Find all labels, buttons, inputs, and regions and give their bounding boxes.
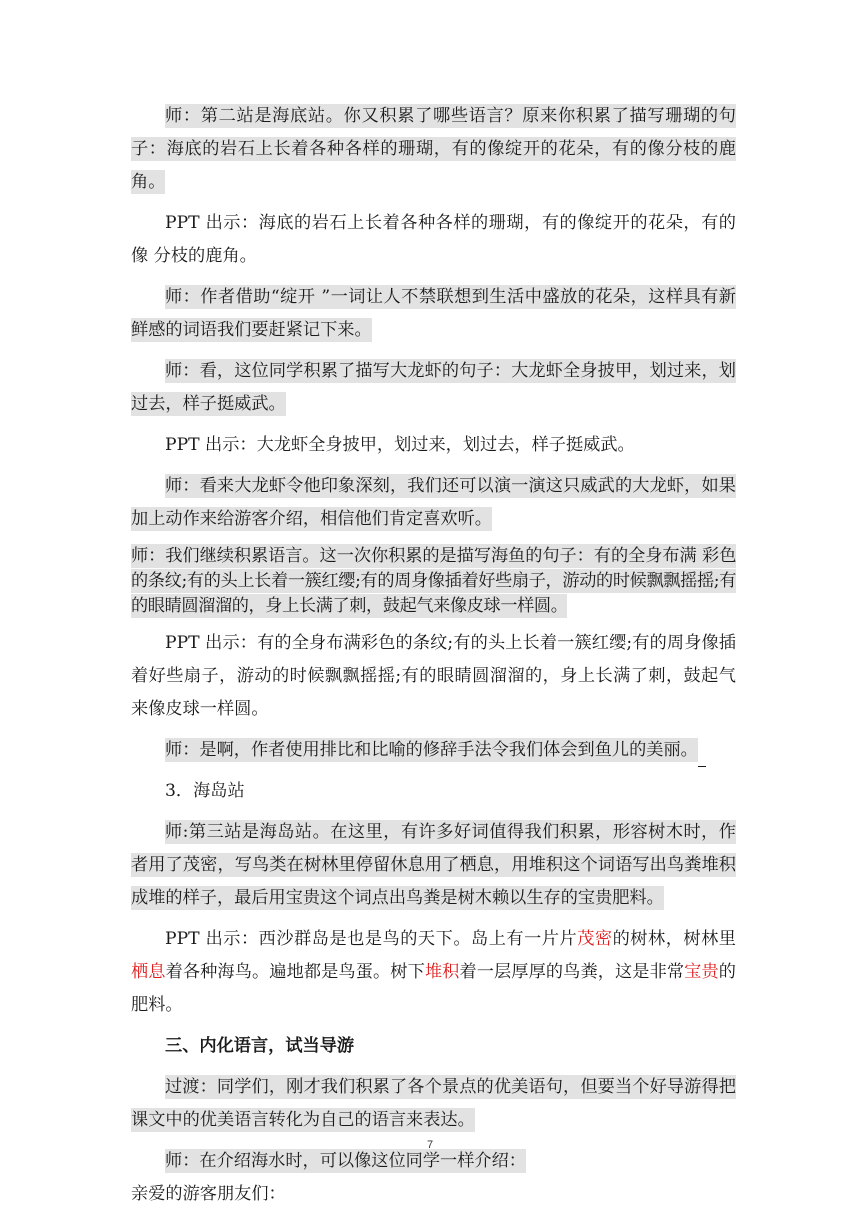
highlight-text: 师：作者借助“绽开 ”一词让人不禁联想到生活中盛放的花朵，这样具有新 鲜感的词语我们要赶紧记下来。 bbox=[131, 287, 736, 340]
paragraph-lobster-intro bbox=[131, 355, 736, 421]
section-heading-guide: 三、内化语言，试当导游 bbox=[165, 1036, 355, 1056]
paragraph-ppt-fish: PPT 出示：有的全身布满彩色的条纹;有的头上长着一簇红缨;有的周身像插着好些扇子，游动的时候飘飘摇摇;有的眼睛圆溜溜的，身上长满了刺，鼓起气来像皮球一样圆。 bbox=[131, 633, 736, 719]
paragraph-rhetoric bbox=[131, 734, 736, 767]
paragraph-fish-intro bbox=[131, 544, 736, 619]
text-segment: PPT 出示：西沙群岛是也是鸟的天下。岛上有一片片 bbox=[165, 929, 578, 949]
text-segment: 着各种海鸟。遍地都是鸟蛋。树下 bbox=[165, 962, 425, 982]
highlight-text: 师：在介绍海水时，可以像这位同学一样介绍： bbox=[165, 1151, 526, 1171]
highlight-text: 师：看，这位同学积累了描写大龙虾的句子：大龙虾全身披甲，划过来，划 过去，样子挺威武。 bbox=[131, 361, 736, 414]
keyword-precious: 宝贵 bbox=[684, 962, 719, 982]
text-segment: 着一层厚厚的鸟粪，这是非常 bbox=[459, 962, 685, 982]
paragraph-island-intro bbox=[131, 816, 736, 915]
paragraph-greeting: 亲爱的游客朋友们： bbox=[131, 1184, 286, 1204]
paragraph-ppt-coral: PPT 出示：海底的岩石上长着各种各样的珊瑚，有的像绽开的花朵，有的像 分枝的鹿角。 bbox=[131, 213, 736, 266]
text-segment: 的肥料。 bbox=[131, 962, 736, 1015]
highlight-text: 师：看来大龙虾令他印象深刻，我们还可以演一演这只威武的大龙虾，如果 加上动作来给游客介绍，相信他们肯定喜欢听。 bbox=[131, 476, 736, 529]
highlight-text: 师：是啊，作者使用排比和比喻的修辞手法令我们体会到鱼儿的美丽。 bbox=[165, 740, 698, 760]
document-page bbox=[131, 100, 736, 1219]
section-title-island: 3．海岛站 bbox=[165, 781, 245, 801]
highlight-text: 师:第三站是海岛站。在这里，有许多好词值得我们积累，形容树木时，作者用了茂密，写鸟类在树林里停留休息用了栖息，用堆积这个词语写出鸟粪堆积成堆的样子，最后用宝贵这个词点出鸟粪是树木赖以生存的宝贵肥料。 bbox=[131, 822, 736, 908]
highlight-text: 师：我们继续积累语言。这一次你积累的是描写海鱼的句子：有的全身布满 彩色的条纹;有的头上长着一簇红缨;有的周身像插着好些扇子，游动的时候飘飘摇摇;有的眼睛圆溜溜的，身上长满了刺，鼓起气来像皮球一样圆。 bbox=[131, 546, 736, 616]
keyword-dense: 茂密 bbox=[577, 929, 613, 949]
text-segment: 的树林，树林里 bbox=[612, 929, 736, 949]
paragraph-ppt-island bbox=[131, 923, 736, 1022]
page-number: 7 bbox=[426, 1139, 434, 1151]
keyword-pile: 堆积 bbox=[424, 962, 460, 982]
paragraph-ppt-lobster: PPT 出示：大龙虾全身披甲，划过来，划过去，样子挺威武。 bbox=[165, 435, 635, 455]
highlight-text: 师：第二站是海底站。你又积累了哪些语言？原来你积累了描写珊瑚的句子：海底的岩石上长着各种各样的珊瑚，有的像绽开的花朵，有的像分枝的鹿角。 bbox=[131, 106, 736, 192]
highlight-text: 过渡：同学们，刚才我们积累了各个景点的优美语句，但要当个好导游得把课文中的优美语言转化为自己的语言来表达。 bbox=[131, 1077, 736, 1130]
paragraph-lobster-act bbox=[131, 470, 736, 536]
paragraph-bloom-word bbox=[131, 281, 736, 347]
keyword-perch: 栖息 bbox=[131, 962, 166, 982]
paragraph-transition bbox=[131, 1071, 736, 1137]
underline-mark bbox=[698, 750, 706, 767]
paragraph-seabed-intro bbox=[131, 100, 736, 199]
